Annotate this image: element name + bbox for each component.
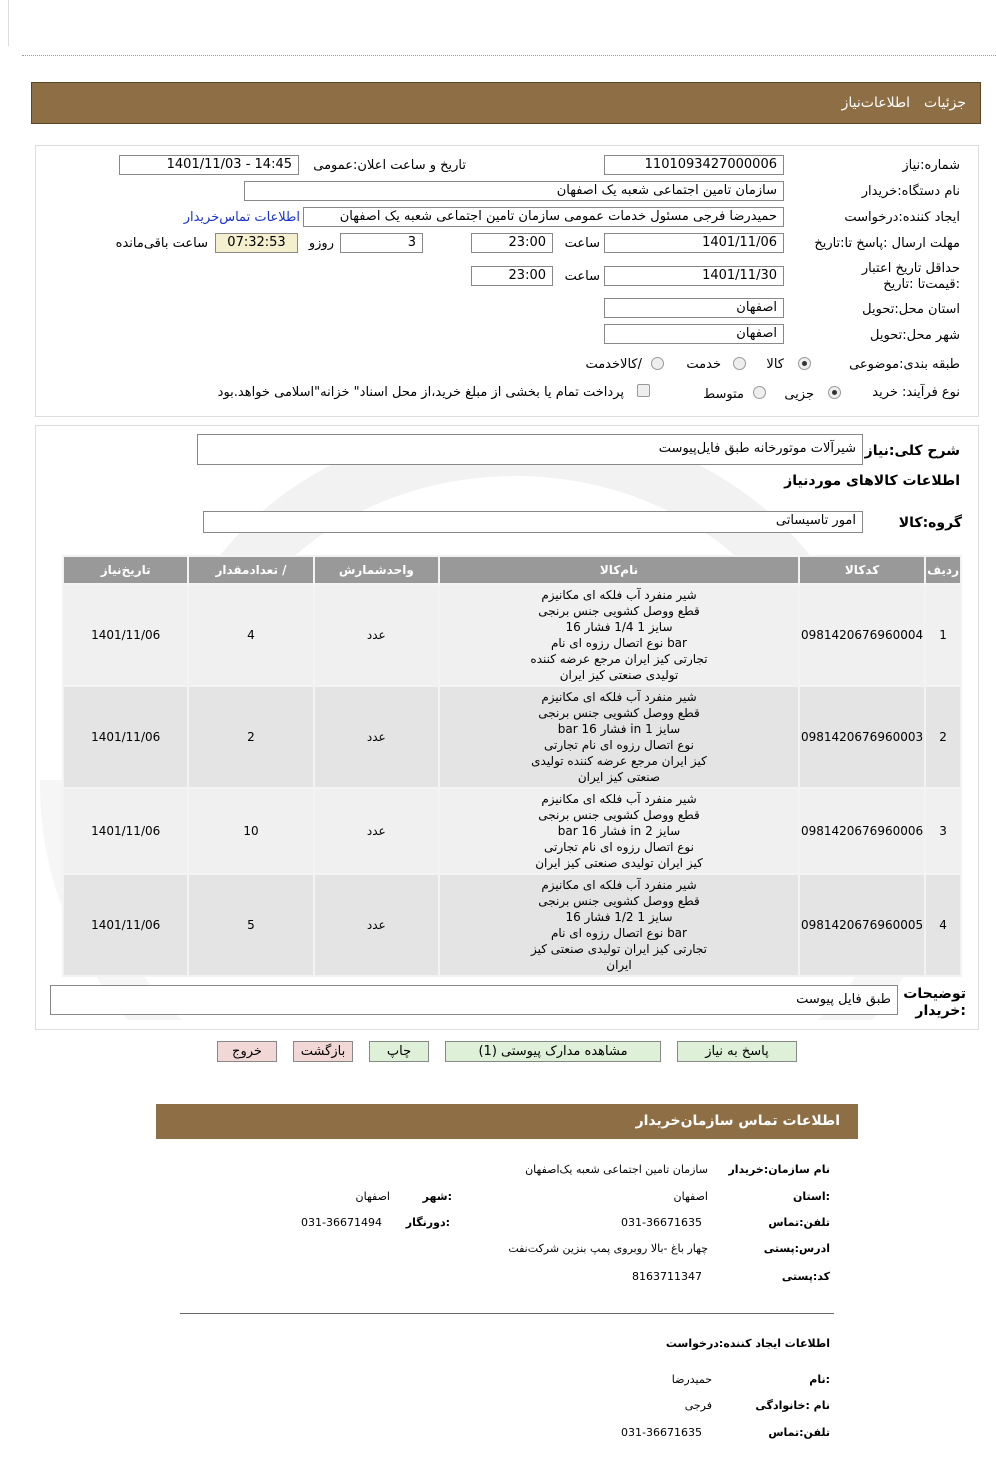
page-header [31, 82, 981, 124]
row-qty: 10 [189, 789, 312, 873]
buyer-notes-label: توضیحات :خریدار [903, 986, 966, 1019]
deadline-date-field: 1401/11/06 [604, 233, 784, 253]
col-name: نام‌کالا [440, 557, 798, 583]
table-row [64, 875, 960, 975]
process-medium-label: متوسط [703, 387, 744, 402]
deadline-label: مهلت ارسال :پاسخ تا:تاریخ [814, 236, 960, 251]
left-divider [8, 0, 9, 46]
row-code: 0981420676960006 [800, 789, 924, 873]
view-documents-button[interactable]: مشاهده مدارک پیوستی (1) [445, 1041, 661, 1062]
org-name-value: سازمان تامین اجتماعی شعبه یک‌اصفهان [525, 1163, 708, 1176]
contact-title: اطلاعات تماس سازمان‌خریدار [635, 1113, 840, 1129]
category-both-label: /کالاخدمت [585, 357, 642, 372]
contact-fax-value: 031-36671494 [301, 1216, 382, 1229]
row-date: 1401/11/06 [64, 789, 187, 873]
row-name: شیر منفرد آب فلکه ای مکانیزم قطع ووصل کشویی جنس برنجی سایز 1 in فشار 16 bar نوع اتصال رزوه ای نام تجارتی کیز ایران مرجع عرضه کننده تولیدی صنعتی کیز ایران [440, 687, 798, 787]
validity-label: حداقل تاریخ اعتبار :قیمت‌تا :تاریخ [861, 261, 960, 292]
row-idx: 1 [926, 585, 960, 685]
need-number-field: 1101093427000006 [604, 155, 784, 175]
org-name-label: نام سازمان:خریدار [728, 1163, 830, 1176]
contact-fax-label: :دورنگار [405, 1216, 450, 1229]
row-name: شیر منفرد آب فلکه ای مکانیزم قطع ووصل کشویی جنس برنجی سایز 1 1/2 فشار 16 bar نوع اتصال رزوه ای نام تجارتی کیز ایران تولیدی صنعتی کیز ایران [440, 875, 798, 975]
buyer-notes-field: طبق فایل پیوست [50, 985, 898, 1015]
contact-phone-value: 031-36671635 [621, 1216, 702, 1229]
tab-need-info[interactable]: اطلاعات‌نیاز [841, 95, 910, 111]
creator-family-label: نام :خانوادگی [755, 1399, 830, 1412]
row-date: 1401/11/06 [64, 687, 187, 787]
creator-name-value: حمیدرضا [671, 1373, 712, 1386]
col-unit: واحدشمارش [315, 557, 438, 583]
contact-divider [180, 1313, 834, 1314]
row-idx: 3 [926, 789, 960, 873]
contact-phone-label: تلفن:تماس [768, 1216, 830, 1229]
contact-address-label: ادرس:پستی [763, 1242, 830, 1255]
row-idx: 4 [926, 875, 960, 975]
contact-address-value: چهار باغ -بالا روبروی پمپ بنزین شرکت‌نفت [508, 1242, 708, 1255]
province-field: اصفهان [604, 298, 784, 318]
category-goods-label: کالا [766, 357, 784, 372]
row-unit: عدد [315, 585, 438, 685]
process-partial-label: جزیی [784, 387, 814, 402]
creator-info-heading: اطلاعات ایجاد کننده:درخواست [665, 1337, 830, 1350]
announce-field: 1401/11/03 - 14:45 [119, 155, 299, 175]
back-button[interactable]: بازگشت [293, 1041, 353, 1062]
contact-header [156, 1104, 858, 1139]
process-medium-radio[interactable] [753, 386, 766, 399]
category-service-radio[interactable] [733, 357, 746, 370]
treasury-payment-label: پرداخت تمام یا بخشی از مبلغ خرید،از محل اسناد" خزانه"اسلامی خواهد.بود [217, 385, 624, 400]
row-name: شیر منفرد آب فلکه ای مکانیزم قطع ووصل کشویی جنس برنجی سایز 2 in فشار 16 bar نوع اتصال رزوه ای نام تجارتی کیز ایران تولیدی صنعتی کیز ایران [440, 789, 798, 873]
city-label: شهر محل:تحویل [870, 328, 960, 343]
table-row [64, 687, 960, 787]
row-code: 0981420676960004 [800, 585, 924, 685]
row-qty: 2 [189, 687, 312, 787]
contact-city-label: :شهر [422, 1190, 452, 1203]
buyer-field: سازمان تامین اجتماعی شعبه یک اصفهان [244, 181, 784, 201]
row-qty: 5 [189, 875, 312, 975]
col-idx: ردیف [926, 557, 960, 583]
need-number-label: شماره:نیاز [902, 158, 960, 173]
print-button[interactable]: چاپ [369, 1041, 429, 1062]
category-label: طبقه بندی:موضوعی [849, 357, 960, 372]
creator-phone-label: تلفن:تماس [768, 1426, 830, 1439]
creator-phone-value: 031-36671635 [621, 1426, 702, 1439]
contact-postal-value: 8163711347 [632, 1270, 702, 1283]
row-idx: 2 [926, 687, 960, 787]
col-code: کدکالا [800, 557, 924, 583]
top-dotted-line [22, 55, 996, 56]
col-qty: / تعدادمقدار [189, 557, 312, 583]
row-date: 1401/11/06 [64, 875, 187, 975]
deadline-time-field: 23:00 [471, 233, 553, 253]
contact-postal-label: کد:پستی [781, 1270, 830, 1283]
buyer-label: نام دستگاه:خریدار [861, 184, 960, 199]
creator-family-value: فرجی [684, 1399, 712, 1412]
row-name: شیر منفرد آب فلکه ای مکانیزم قطع ووصل کشویی جنس برنجی سایز 1 1/4 فشار 16 bar نوع اتصال رزوه ای نام تجارتی کیز ایران مرجع عرضه کننده تولیدی صنعتی کیز ایران [440, 585, 798, 685]
creator-field: حمیدرضا فرجی مسئول خدمات عمومی سازمان تامین اجتماعی شعبه یک اصفهان [303, 207, 784, 227]
goods-group-field: امور تاسیساتی [203, 511, 863, 533]
days-label: روزو [308, 236, 334, 251]
creator-name-label: :نام [809, 1373, 830, 1386]
days-field: 3 [340, 233, 423, 253]
row-code: 0981420676960005 [800, 875, 924, 975]
treasury-payment-checkbox[interactable] [637, 384, 650, 397]
validity-time-field: 23:00 [471, 266, 553, 286]
validity-date-field: 1401/11/30 [604, 266, 784, 286]
contact-province-label: :استان [793, 1190, 830, 1203]
province-label: استان محل:تحویل [862, 302, 960, 317]
creator-label: ایجاد کننده:درخواست [844, 210, 960, 225]
row-date: 1401/11/06 [64, 585, 187, 685]
category-both-radio[interactable] [651, 357, 664, 370]
general-desc-label: شرح کلی:نیاز [864, 443, 960, 459]
table-row [64, 789, 960, 873]
category-goods-radio[interactable] [798, 357, 811, 370]
contact-province-value: اصفهان [673, 1190, 708, 1203]
remaining-time-field: 07:32:53 [215, 233, 298, 253]
validity-time-label: ساعت [564, 269, 600, 284]
col-date: تاریخ‌نیاز [64, 557, 187, 583]
announce-label: تاریخ و ساعت اعلان:عمومی [313, 158, 466, 173]
buyer-contact-link[interactable]: اطلاعات تماس‌خریدار [183, 210, 300, 225]
goods-group-label: گروه:کالا [898, 515, 962, 531]
exit-button[interactable]: خروج [217, 1041, 277, 1062]
table-row [64, 585, 960, 685]
category-service-label: خدمت [686, 357, 721, 372]
remaining-label: ساعت باقی‌مانده [115, 236, 208, 251]
process-partial-radio[interactable] [828, 386, 841, 399]
city-field: اصفهان [604, 324, 784, 344]
deadline-time-label: ساعت [564, 236, 600, 251]
general-desc-field: شیرآلات موتورخانه طبق فایل‌پیوست [197, 434, 863, 465]
row-qty: 4 [189, 585, 312, 685]
tab-details[interactable]: جزئیات [924, 95, 966, 111]
row-unit: عدد [315, 789, 438, 873]
goods-info-heading: اطلاعات کالاهای موردنیاز [784, 473, 960, 489]
items-table [62, 555, 962, 977]
row-unit: عدد [315, 687, 438, 787]
row-code: 0981420676960003 [800, 687, 924, 787]
process-label: نوع فرآیند: خرید [872, 385, 960, 400]
reply-button[interactable]: پاسخ به نیاز [677, 1041, 797, 1062]
row-unit: عدد [315, 875, 438, 975]
contact-city-value: اصفهان [355, 1190, 390, 1203]
